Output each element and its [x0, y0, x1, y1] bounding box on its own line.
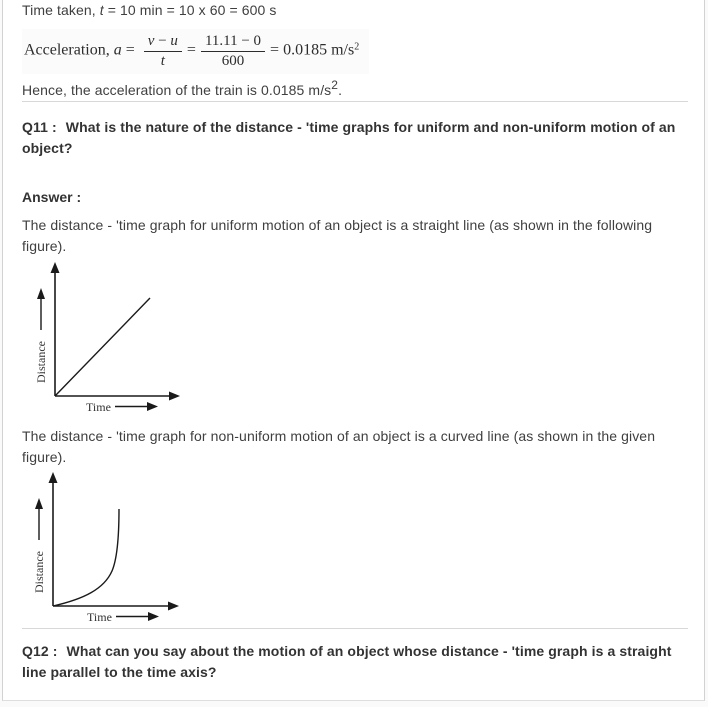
x-label-arrowhead-icon — [147, 402, 158, 411]
time-taken-pre: Time taken, — [22, 2, 100, 18]
formula-var-a: a — [113, 41, 122, 59]
y-axis-arrowhead-icon — [49, 472, 58, 483]
question-12-label: Q12 : — [22, 643, 58, 659]
time-taken-line — [22, 0, 688, 21]
x-axis-arrowhead-icon — [169, 392, 180, 401]
solutions-content-panel — [2, 0, 705, 701]
formula-fraction-vu-t — [144, 33, 182, 69]
x-axis-arrowhead-icon — [168, 602, 179, 611]
formula-prefix: Acceleration, — [24, 41, 114, 59]
formula-result-exponent: 2 — [354, 41, 360, 53]
nonuniform-motion-graph — [22, 470, 200, 628]
x-axis-label: Time — [87, 610, 112, 624]
y-axis-label: Distance — [34, 341, 48, 383]
question-11-label: Q11 : — [22, 119, 57, 135]
section-divider — [22, 628, 688, 629]
formula-var-u: u — [170, 33, 178, 49]
formula-var-t: t — [160, 52, 165, 69]
formula-numerator: 11.11 − 0 — [201, 33, 265, 52]
formula-denominator: 600 — [221, 52, 245, 69]
formula-fraction-numeric — [201, 33, 265, 69]
time-variable: t — [99, 2, 104, 18]
acceleration-formula-image — [22, 29, 369, 74]
question-12-text: What can you say about the motion of an object whose distance - 'time graph is a straight line parallel to the time axis? — [22, 643, 672, 680]
uniform-motion-paragraph: The distance - 'time graph for uniform motion of an object is a straight line (as shown in the following figure). — [22, 217, 653, 254]
x-axis-label: Time — [86, 400, 111, 414]
answer-label: Answer : — [22, 189, 82, 205]
uniform-motion-graph — [22, 260, 192, 418]
hence-pre: Hence, the acceleration of the train is 0.0185 m/s — [22, 82, 332, 98]
question-12 — [22, 641, 688, 683]
x-label-arrowhead-icon — [148, 612, 159, 621]
uniform-distance-line — [55, 298, 150, 396]
y-axis-label: Distance — [32, 551, 46, 593]
time-taken-post: = 10 min = 10 x 60 = 600 s — [103, 2, 277, 18]
question-11-text: What is the nature of the distance - 'time graphs for uniform and non-uniform motion of an object? — [22, 119, 676, 156]
y-label-arrowhead-icon — [35, 498, 43, 509]
nonuniform-motion-paragraph: The distance - 'time graph for non-uniform motion of an object is a curved line (as shown in the given figure). — [22, 428, 656, 465]
formula-result: = 0.0185 m/s — [270, 41, 355, 59]
formula-var-v: v — [147, 33, 155, 49]
hence-exponent: 2 — [331, 78, 339, 92]
y-label-arrowhead-icon — [37, 288, 45, 299]
nonuniform-distance-curve — [53, 509, 119, 606]
section-divider — [22, 101, 688, 102]
question-11 — [22, 117, 688, 159]
y-axis-arrowhead-icon — [51, 262, 60, 273]
formula-minus: − — [154, 33, 171, 49]
formula-eq2: = — [186, 41, 196, 59]
hence-post: . — [338, 82, 343, 98]
formula-eq1: = — [121, 41, 139, 59]
hence-line — [22, 80, 688, 101]
